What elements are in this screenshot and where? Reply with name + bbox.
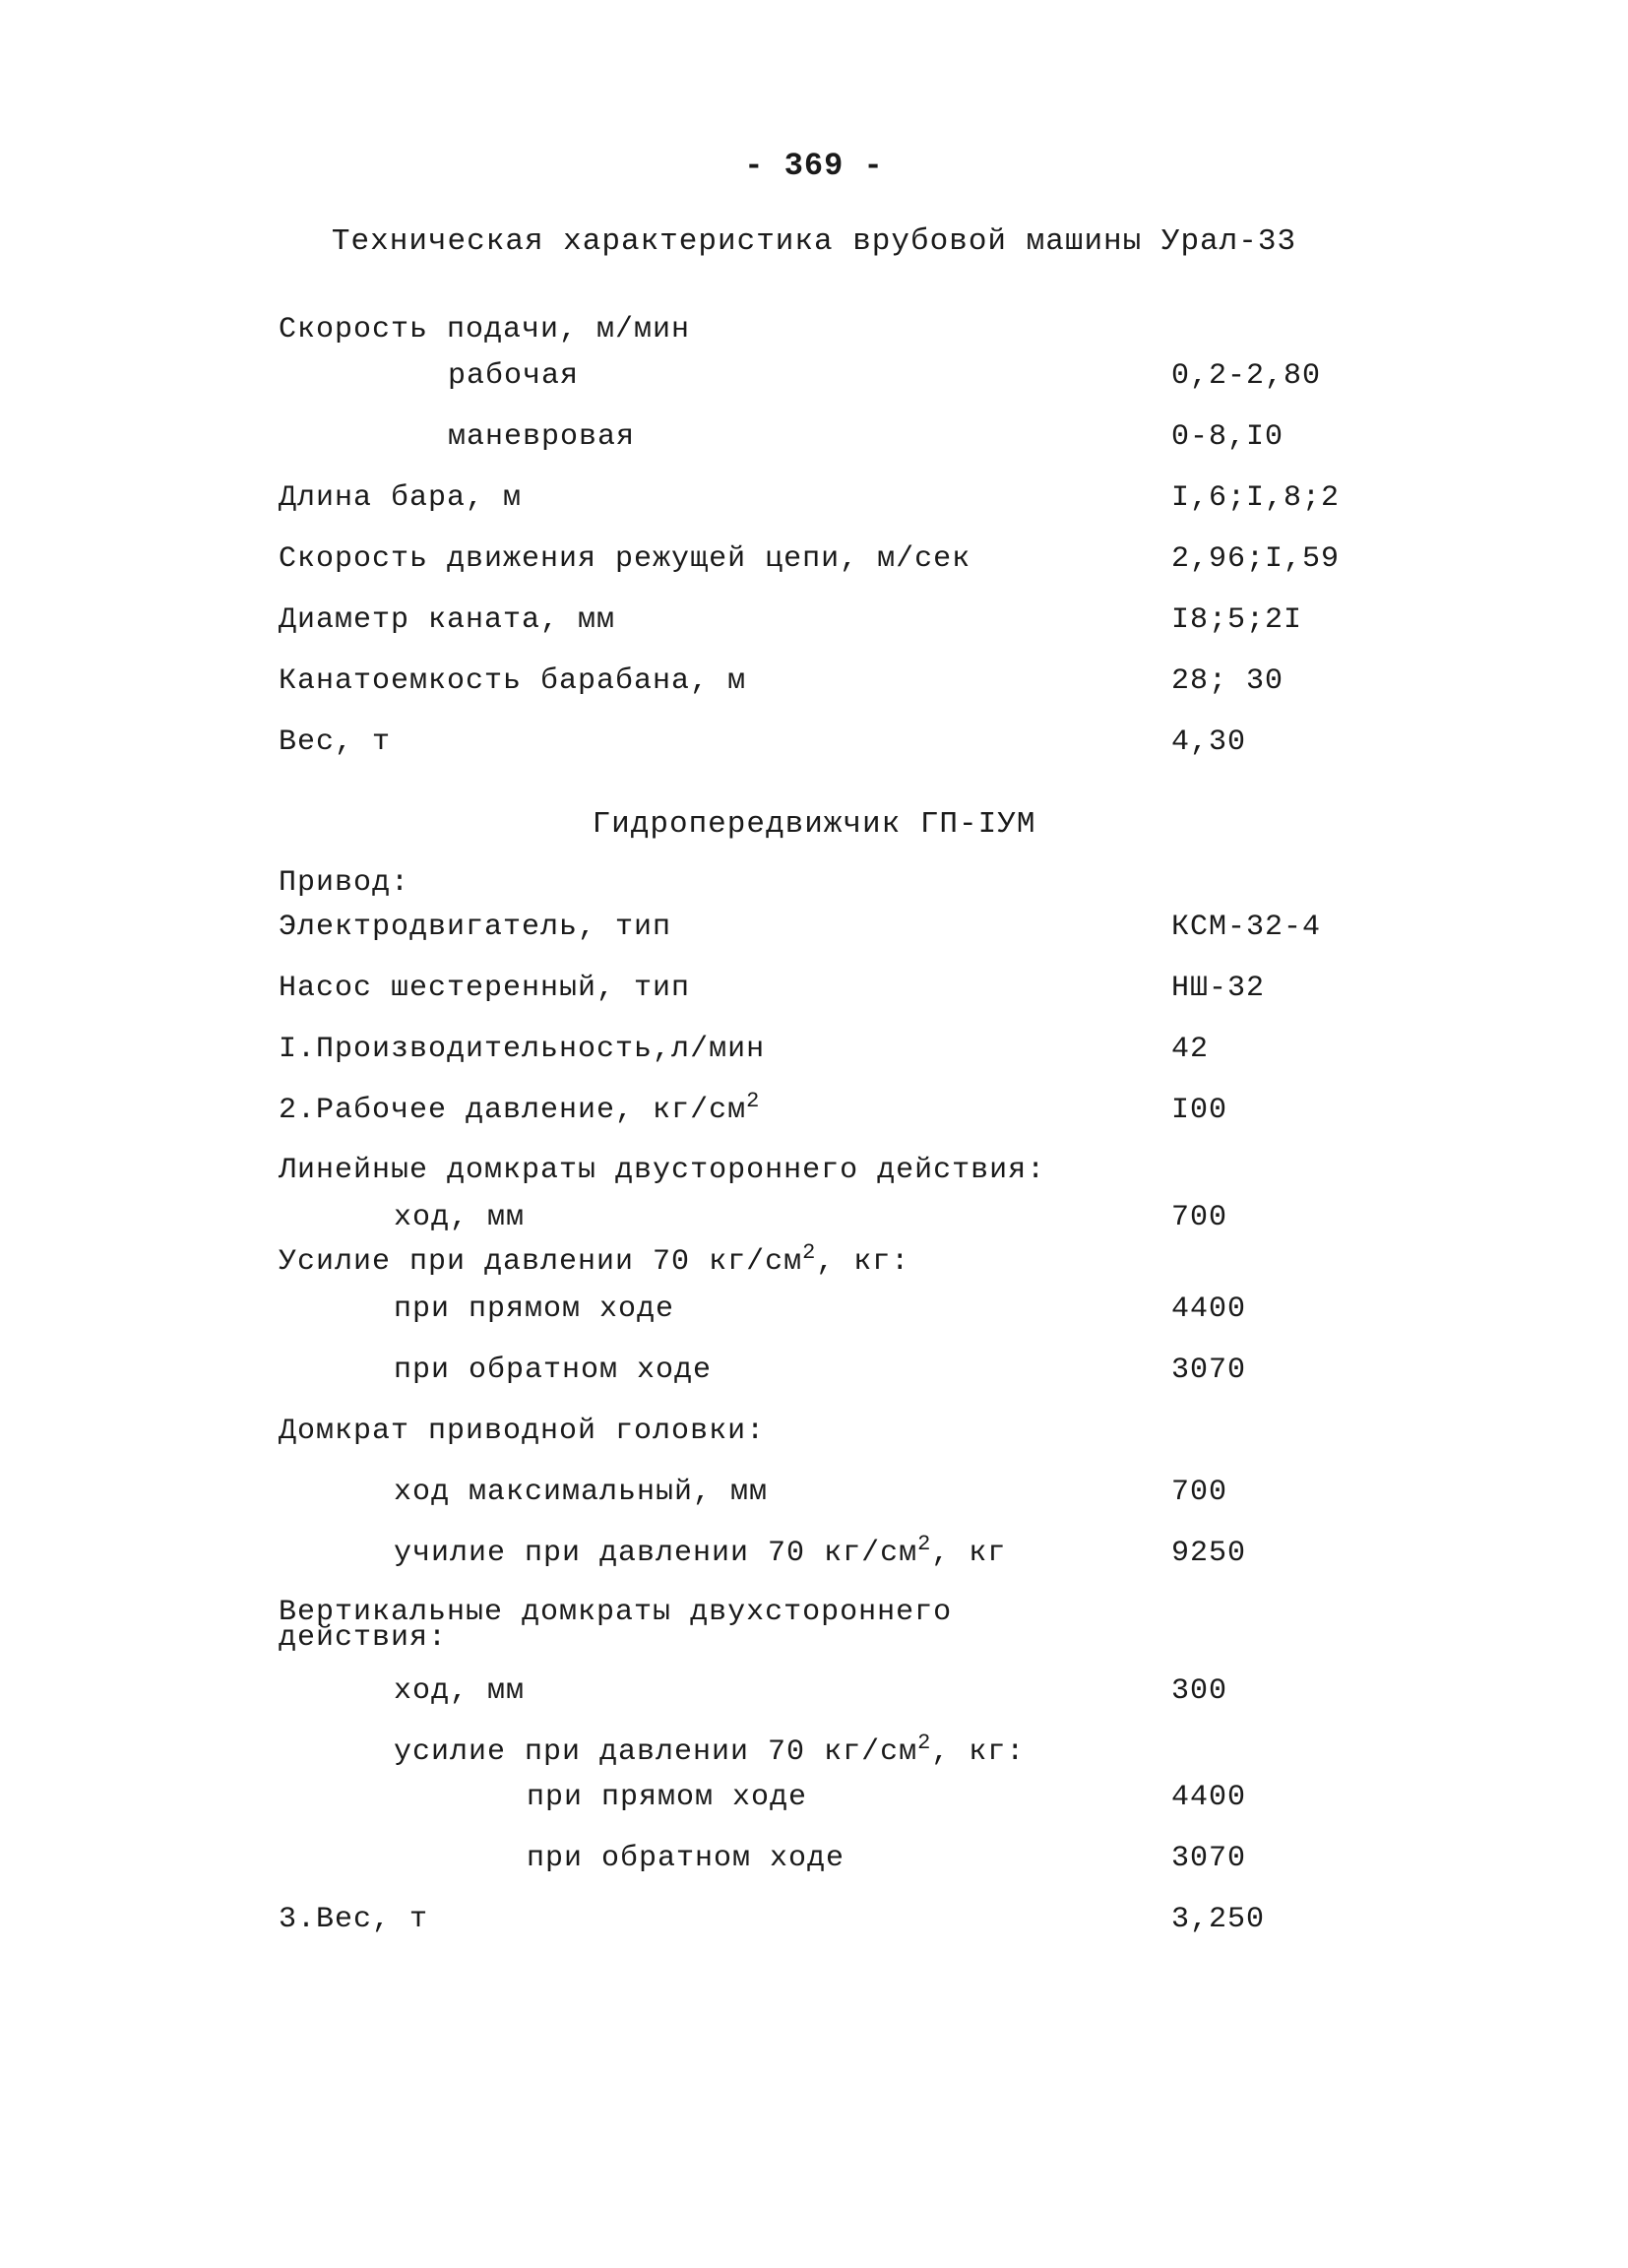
spec-row	[0, 1476, 1628, 1515]
spec-row	[0, 664, 1628, 704]
spec-label: Усилие при давлении 70 $кг/см^2$, кг:	[279, 1240, 910, 1279]
spec-label: 3.Вес, т	[279, 1903, 429, 1936]
spec-label: при прямом ходе	[527, 1781, 808, 1814]
spec-row	[0, 725, 1628, 765]
superscript: 2	[802, 1240, 817, 1265]
spec-label: Вес, т	[279, 725, 392, 759]
spec-value: I00	[1171, 1094, 1228, 1127]
spec-row	[0, 1292, 1628, 1332]
section-title-ural-33: Техническая характеристика врубовой машины Урал-33	[331, 224, 1297, 259]
spec-label: Канатоемкость барабана, м	[279, 664, 747, 698]
spec-label: Домкрат приводной головки:	[279, 1415, 766, 1448]
page-number: - 369 -	[744, 148, 884, 184]
spec-row	[0, 1532, 1628, 1576]
spec-value: 0-8,I0	[1171, 420, 1284, 454]
spec-value: 700	[1171, 1201, 1228, 1234]
superscript: 2	[917, 1532, 932, 1556]
spec-row	[0, 1415, 1628, 1454]
spec-value: 4,30	[1171, 725, 1247, 759]
spec-label: Насос шестеренный, тип	[279, 972, 691, 1005]
spec-row	[0, 1674, 1628, 1714]
spec-label: рабочая	[448, 359, 580, 393]
spec-value: 3,250	[1171, 1903, 1266, 1936]
spec-row	[0, 1781, 1628, 1820]
spec-row	[0, 420, 1628, 460]
spec-label: 2.Рабочее давление, $кг/см^2$	[279, 1089, 761, 1127]
spec-label: I.Производительность,л/мин	[279, 1033, 766, 1066]
spec-row	[0, 542, 1628, 582]
spec-value: 2,96;I,59	[1171, 542, 1341, 576]
spec-value: I,6;I,8;2	[1171, 481, 1341, 515]
superscript: 2	[917, 1731, 932, 1755]
spec-row	[0, 359, 1628, 399]
spec-value: I8;5;2I	[1171, 603, 1303, 637]
spec-label: при обратном ходе	[394, 1354, 713, 1387]
spec-row	[0, 1903, 1628, 1942]
spec-label: Привод:	[279, 866, 410, 900]
spec-row	[0, 972, 1628, 1011]
spec-value: 9250	[1171, 1537, 1247, 1570]
spec-row	[0, 866, 1628, 906]
spec-row	[0, 1201, 1628, 1240]
spec-row	[0, 1731, 1628, 1775]
spec-value: 4400	[1171, 1781, 1247, 1814]
spec-label: ход максимальный, мм	[394, 1476, 769, 1509]
spec-label: Скорость подачи, м/мин	[279, 313, 691, 346]
spec-label: при обратном ходе	[527, 1842, 845, 1875]
spec-value: 700	[1171, 1476, 1228, 1509]
spec-value: 42	[1171, 1033, 1210, 1066]
spec-label: Диаметр каната, мм	[279, 603, 616, 637]
spec-row	[0, 911, 1628, 950]
spec-label: усилие при давлении 70 $кг/см^2$, кг:	[394, 1731, 1026, 1769]
spec-label: Длина бара, м	[279, 481, 523, 515]
spec-row	[0, 1033, 1628, 1072]
spec-row	[0, 481, 1628, 521]
spec-value: 3070	[1171, 1842, 1247, 1875]
spec-value: 3070	[1171, 1354, 1247, 1387]
spec-label: маневровая	[448, 420, 636, 454]
spec-value: 0,2-2,80	[1171, 359, 1322, 393]
spec-label: при прямом ходе	[394, 1292, 675, 1326]
spec-label: действия:	[279, 1621, 448, 1655]
spec-value: КСМ-32-4	[1171, 911, 1322, 944]
spec-row	[0, 1089, 1628, 1133]
spec-row	[0, 1240, 1628, 1285]
spec-label: ход, мм	[394, 1674, 526, 1708]
spec-label: Электродвигатель, тип	[279, 911, 672, 944]
spec-row	[0, 1621, 1628, 1666]
spec-label: Линейные домкраты двустороннего действия:	[279, 1154, 1046, 1187]
spec-label: Вертикальные домкраты двухстороннего	[279, 1596, 953, 1629]
spec-value: 4400	[1171, 1292, 1247, 1326]
spec-row	[0, 313, 1628, 352]
spec-label: училие при давлении 70 $кг/см^2$, кг	[394, 1532, 1007, 1570]
superscript: 2	[746, 1089, 761, 1113]
section-title-gp-ium: Гидропередвижчик ГП-IУМ	[592, 807, 1036, 842]
spec-row	[0, 1154, 1628, 1193]
spec-value: 300	[1171, 1674, 1228, 1708]
spec-label: ход, мм	[394, 1201, 526, 1234]
spec-row	[0, 603, 1628, 643]
spec-row	[0, 1354, 1628, 1393]
spec-row	[0, 1842, 1628, 1881]
spec-value: 28; 30	[1171, 664, 1284, 698]
spec-label: Скорость движения режущей цепи, м/сек	[279, 542, 971, 576]
spec-value: НШ-32	[1171, 972, 1266, 1005]
